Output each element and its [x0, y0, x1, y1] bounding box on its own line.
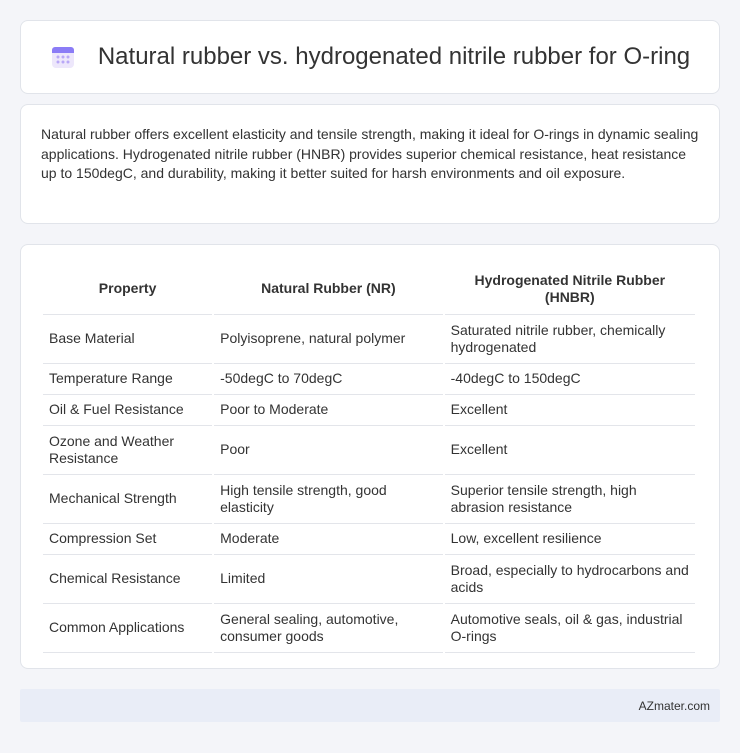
table-row [43, 524, 695, 555]
table-cell: Excellent [445, 426, 695, 475]
page-title: Natural rubber vs. hydrogenated nitrile rubber for O-ring [97, 43, 691, 70]
table-header-row [43, 263, 695, 315]
table-row [43, 604, 695, 653]
table-cell: Poor to Moderate [214, 395, 442, 426]
column-header: Natural Rubber (NR) [214, 263, 442, 315]
table-cell: Common Applications [43, 604, 212, 653]
table-cell: Moderate [214, 524, 442, 555]
table-cell: Temperature Range [43, 364, 212, 395]
table-row [43, 555, 695, 604]
title-card [20, 20, 720, 94]
table-cell: Ozone and Weather Resistance [43, 426, 212, 475]
table-cell: High tensile strength, good elasticity [214, 475, 442, 524]
intro-card [20, 104, 720, 224]
table-cell: Superior tensile strength, high abrasion resistance [445, 475, 695, 524]
table-cell: Polyisoprene, natural polymer [214, 315, 442, 364]
table-row [43, 475, 695, 524]
table-row [43, 426, 695, 475]
table-cell: Poor [214, 426, 442, 475]
column-header: Property [43, 263, 212, 315]
comparison-table [41, 263, 697, 653]
table-card [20, 244, 720, 669]
table-cell: Oil & Fuel Resistance [43, 395, 212, 426]
table-row [43, 364, 695, 395]
table-cell: -40degC to 150degC [445, 364, 695, 395]
footer-brand: AZmater.com [638, 698, 710, 713]
table-cell: Automotive seals, oil & gas, industrial O-rings [445, 604, 695, 653]
table-cell: Mechanical Strength [43, 475, 212, 524]
table-cell: Excellent [445, 395, 695, 426]
footer-bar [20, 689, 720, 722]
intro-text: Natural rubber offers excellent elasticity and tensile strength, making it ideal for O-rings in dynamic sealing applications. Hydrogenated nitrile rubber (HNBR) provides superior chemical resistance, heat resistance up to 150degC, and durability, making it better suited for harsh environments and oil exposure. [41, 126, 699, 181]
table-cell: General sealing, automotive, consumer goods [214, 604, 442, 653]
table-row [43, 315, 695, 364]
table-cell: Low, excellent resilience [445, 524, 695, 555]
table-row [43, 395, 695, 426]
table-cell: Broad, especially to hydrocarbons and acids [445, 555, 695, 604]
table-cell: Compression Set [43, 524, 212, 555]
table-cell: Chemical Resistance [43, 555, 212, 604]
table-cell: Base Material [43, 315, 212, 364]
calendar-icon [50, 44, 76, 70]
column-header: Hydrogenated Nitrile Rubber (HNBR) [445, 263, 695, 315]
table-cell: -50degC to 70degC [214, 364, 442, 395]
table-cell: Limited [214, 555, 442, 604]
table-cell: Saturated nitrile rubber, chemically hydrogenated [445, 315, 695, 364]
